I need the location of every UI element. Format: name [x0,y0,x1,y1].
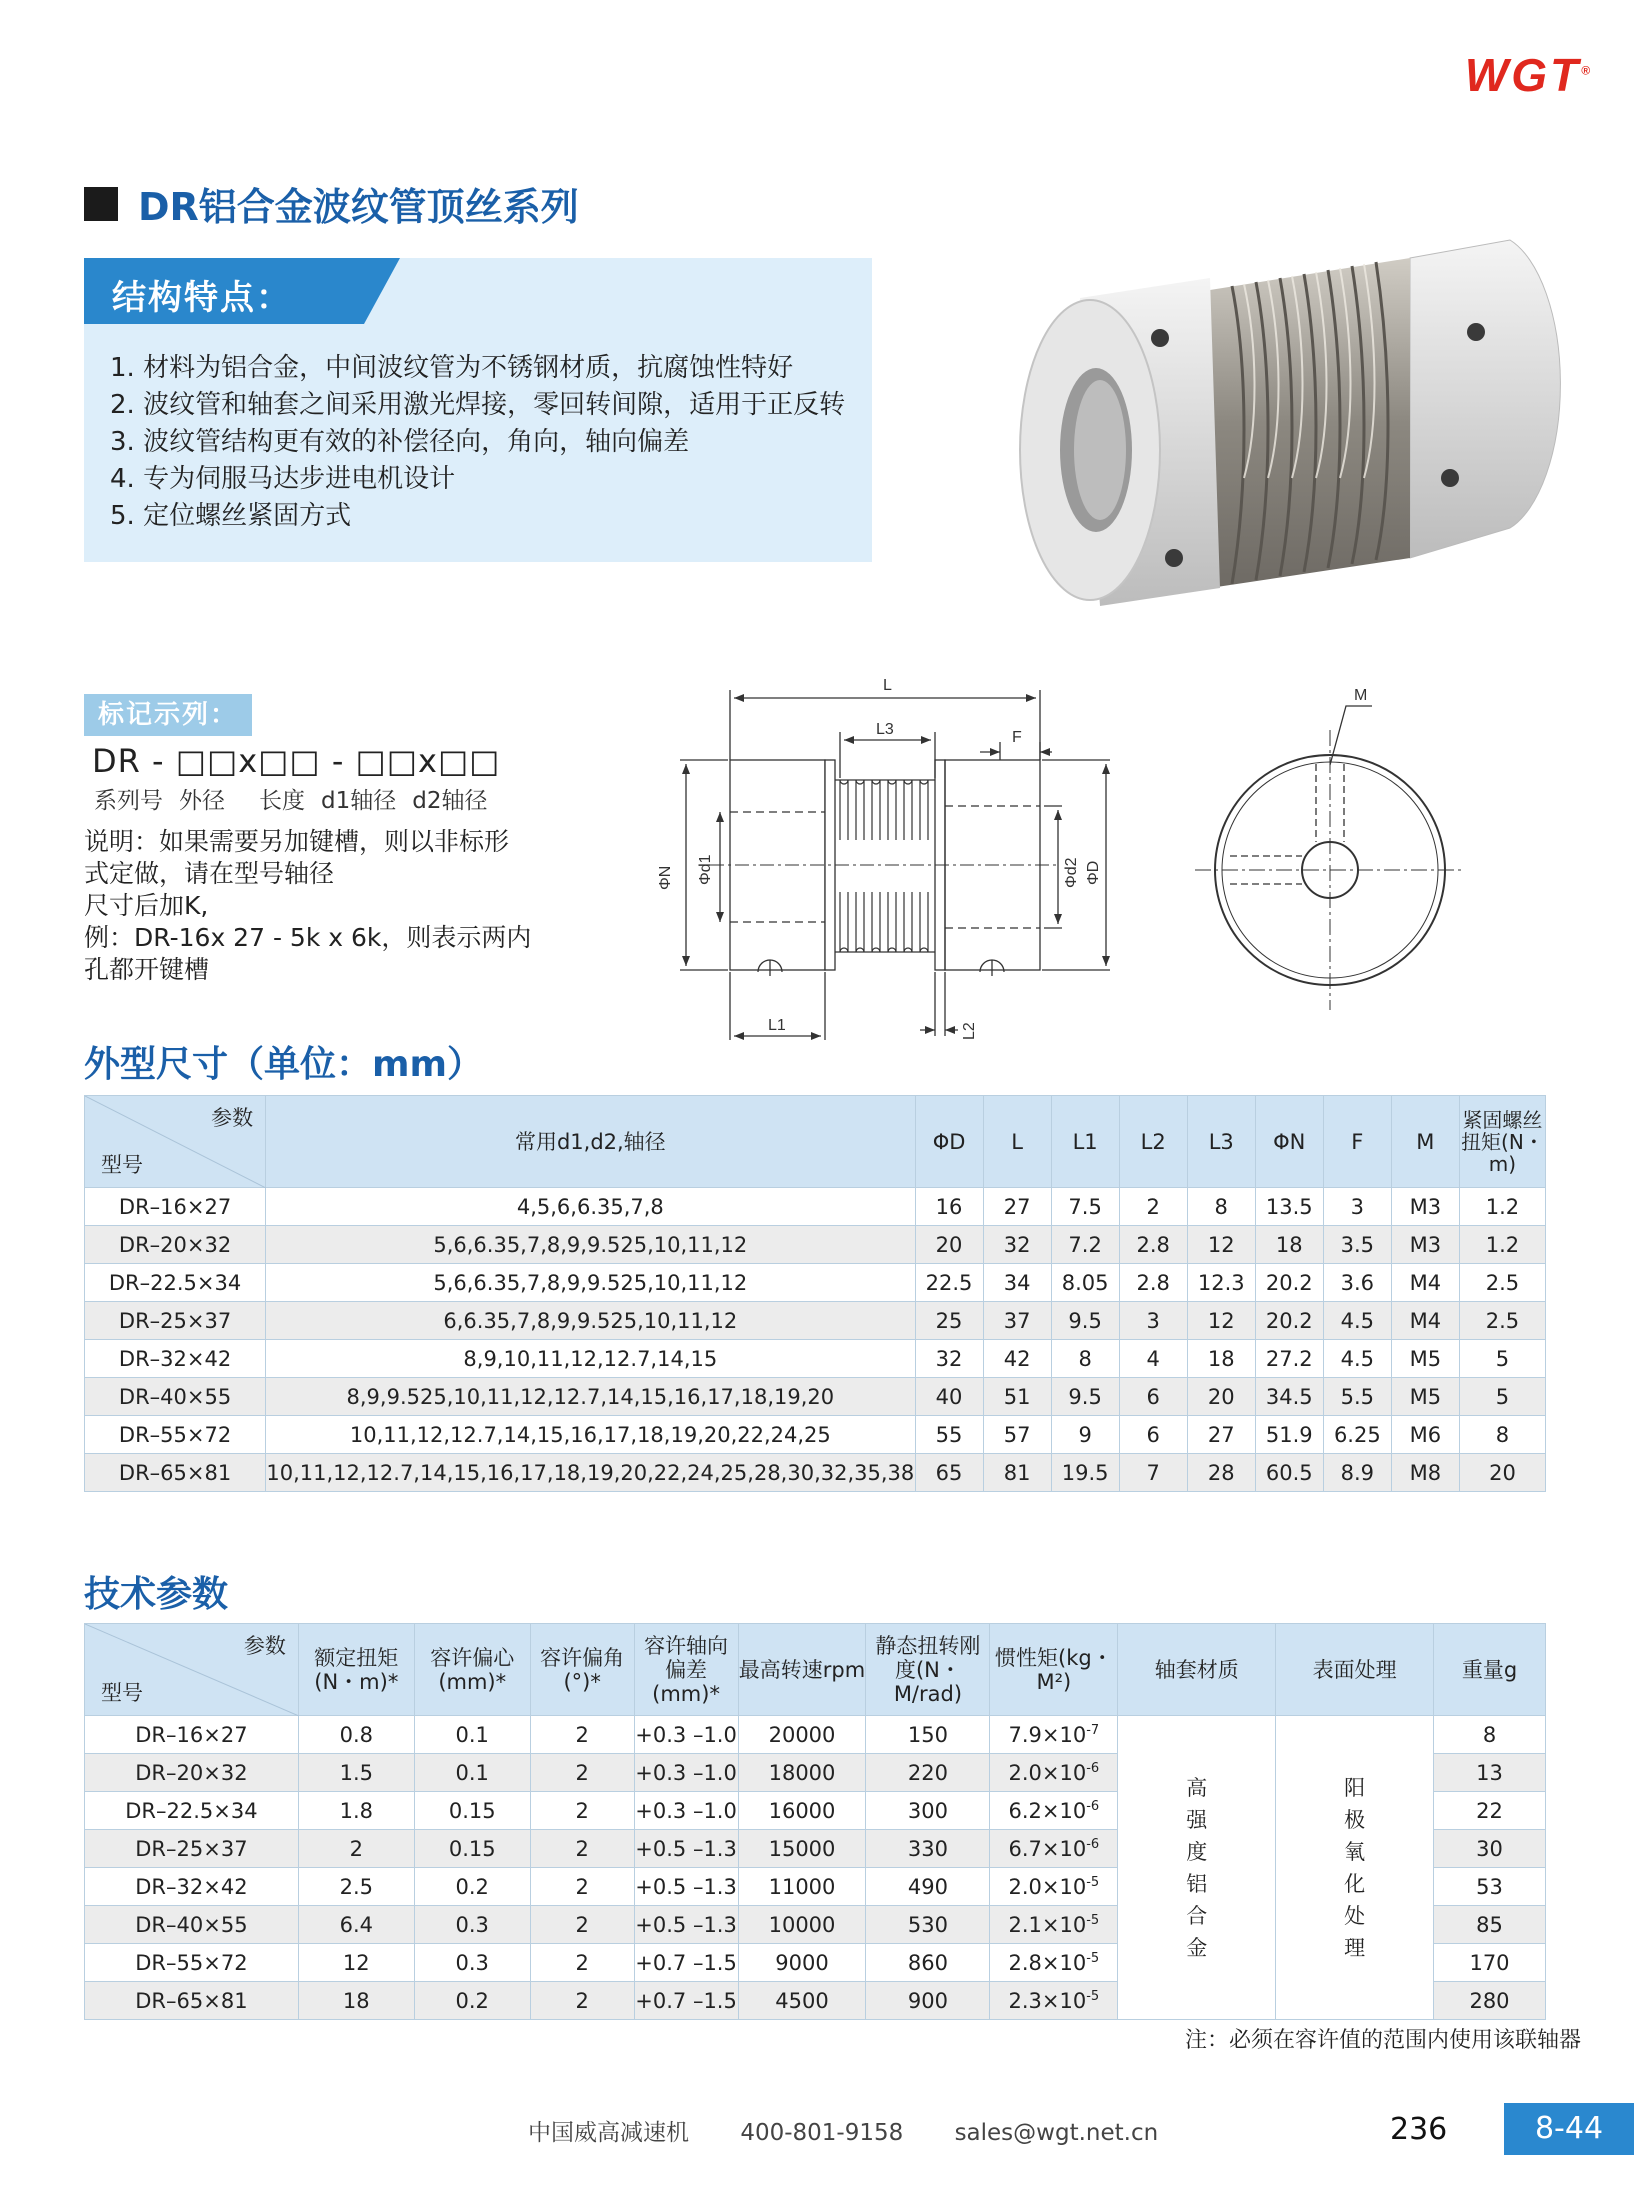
hub-material-cell: 高 强 度 铝 合 金 [1118,1716,1276,2020]
footer-contact [528,2114,1202,2147]
column-header: ΦD [915,1096,983,1188]
table-cell: 6.25 [1323,1416,1391,1454]
table-cell: 2 [530,1830,634,1868]
weight-cell: 22 [1434,1792,1546,1830]
table-cell: 0.8 [298,1716,414,1754]
table-cell: 10,11,12,12.7,14,15,16,17,18,19,20,22,24,25,28,30,32,35,38 [266,1454,915,1492]
table-row [85,1302,1546,1340]
table-cell: 0.2 [414,1868,530,1906]
table-cell: 900 [866,1982,990,2020]
model-cell: DR–55×72 [85,1944,299,1982]
table-cell: 4.5 [1323,1340,1391,1378]
svg-text:F: F [1012,729,1022,746]
model-cell: DR–40×55 [85,1906,299,1944]
table-cell: 2 [530,1754,634,1792]
table-cell: 9.5 [1051,1378,1119,1416]
feature-item: 1. 材料为铝合金，中间波纹管为不锈钢材质，抗腐蚀性特好 [110,353,794,383]
table-cell: 13.5 [1255,1188,1323,1226]
table-cell: 2 [530,1792,634,1830]
table-cell: 20.2 [1255,1302,1323,1340]
inertia-cell: $2.0\times 10^{-5}$ [990,1868,1118,1906]
svg-text:L1: L1 [768,1017,786,1034]
table-cell: 9.5 [1051,1302,1119,1340]
column-header: 紧固螺丝扭矩(N・m) [1459,1096,1545,1188]
column-header: 静态扭转刚度(N・M/rad) [866,1624,990,1716]
table-cell: 7.2 [1051,1226,1119,1264]
table-cell: 18 [1255,1226,1323,1264]
table-cell: 4500 [738,1982,866,2020]
model-cell: DR–65×81 [85,1454,266,1492]
table-cell: 10000 [738,1906,866,1944]
table-cell: 220 [866,1754,990,1792]
table-cell: 150 [866,1716,990,1754]
model-cell: DR–55×72 [85,1416,266,1454]
table-cell: M3 [1391,1188,1459,1226]
corner-header: 参数 型号 [85,1096,266,1188]
table-cell: 0.1 [414,1716,530,1754]
table-cell: 3.5 [1323,1226,1391,1264]
feature-item: 5. 定位螺丝紧固方式 [110,501,352,531]
table-cell: 2 [530,1906,634,1944]
table-cell: 16 [915,1188,983,1226]
features-heading: 结构特点： [84,258,400,324]
brand-logo: WGT® [1464,49,1593,101]
table-cell: 7 [1119,1454,1187,1492]
table-cell: 19.5 [1051,1454,1119,1492]
table-cell: 8 [1187,1188,1255,1226]
table-cell: 81 [983,1454,1051,1492]
table-row [85,1416,1546,1454]
table-cell: 860 [866,1944,990,1982]
table-cell: 3.6 [1323,1264,1391,1302]
svg-text:ΦN: ΦN [657,865,674,890]
table-cell: 6.4 [298,1906,414,1944]
model-cell: DR–32×42 [85,1868,299,1906]
column-header: 容许偏心(mm)* [414,1624,530,1716]
weight-cell: 8 [1434,1716,1546,1754]
table-cell: M3 [1391,1226,1459,1264]
dimensions-table [84,1095,1546,1492]
table-cell: 2.5 [298,1868,414,1906]
table-cell: 27 [983,1188,1051,1226]
technical-drawing [640,660,1500,1050]
table-cell: 2 [530,1944,634,1982]
table-cell: 51 [983,1378,1051,1416]
table-cell: M4 [1391,1302,1459,1340]
table-cell: 6,6.35,7,8,9,9.525,10,11,12 [266,1302,915,1340]
table-cell: 32 [915,1340,983,1378]
table-cell: M5 [1391,1340,1459,1378]
table-cell: 0.2 [414,1982,530,2020]
table-cell: 3 [1119,1302,1187,1340]
feature-item: 2. 波纹管和轴套之间采用激光焊接，零回转间隙，适用于正反转 [110,390,846,420]
model-cell: DR–25×37 [85,1302,266,1340]
table-cell: 2 [530,1716,634,1754]
inertia-cell: $2.3\times 10^{-5}$ [990,1982,1118,2020]
inertia-cell: $7.9\times 10^{-7}$ [990,1716,1118,1754]
table-cell: 12 [298,1944,414,1982]
svg-text:M: M [1354,687,1368,704]
table-cell: 55 [915,1416,983,1454]
table-cell: 28 [1187,1454,1255,1492]
model-cell: DR–40×55 [85,1378,266,1416]
feature-list [110,350,845,535]
table-row [85,1716,1546,1754]
column-header: 容许轴向偏差(mm)* [634,1624,738,1716]
table-cell: 8,9,10,11,12,12.7,14,15 [266,1340,915,1378]
table-cell: 40 [915,1378,983,1416]
table-cell: 20 [1187,1378,1255,1416]
table-cell: 22.5 [915,1264,983,1302]
model-cell: DR–22.5×34 [85,1792,299,1830]
table-cell: 5.5 [1323,1378,1391,1416]
table-cell: 1.5 [298,1754,414,1792]
table-cell: 6 [1119,1378,1187,1416]
table-cell: 5,6,6.35,7,8,9,9.525,10,11,12 [266,1226,915,1264]
table-cell: 37 [983,1302,1051,1340]
table-cell: 25 [915,1302,983,1340]
column-header: L3 [1187,1096,1255,1188]
table-cell: 0.3 [414,1944,530,1982]
svg-text:ΦD: ΦD [1085,860,1102,885]
svg-text:Φd1: Φd1 [697,854,714,885]
svg-text:L: L [883,677,892,694]
table-cell: 4,5,6,6.35,7,8 [266,1188,915,1226]
tech-title: 技术参数 [84,1574,229,1615]
table-cell: 2 [1119,1188,1187,1226]
model-cell: DR–25×37 [85,1830,299,1868]
table-cell: 6 [1119,1416,1187,1454]
table-cell: M5 [1391,1378,1459,1416]
table-row [85,1264,1546,1302]
marking-labels: 系列号 外径 长度 d1轴径 d2轴径 [94,788,488,814]
table-cell: 5 [1459,1378,1545,1416]
table-cell: 1.2 [1459,1188,1545,1226]
table-cell: 5,6,6.35,7,8,9,9.525,10,11,12 [266,1264,915,1302]
table-cell: 0.15 [414,1792,530,1830]
table-cell: +0.7 –1.5 [634,1944,738,1982]
weight-cell: 13 [1434,1754,1546,1792]
table-cell: 8,9,9.525,10,11,12,12.7,14,15,16,17,18,19,20 [266,1378,915,1416]
dimensions-title: 外型尺寸（单位：mm） [84,1044,484,1085]
inertia-cell: $2.0\times 10^{-6}$ [990,1754,1118,1792]
inertia-cell: $6.2\times 10^{-6}$ [990,1792,1118,1830]
tech-table [84,1623,1546,2020]
table-cell: 27.2 [1255,1340,1323,1378]
table-cell: 65 [915,1454,983,1492]
table-cell: 57 [983,1416,1051,1454]
weight-cell: 53 [1434,1868,1546,1906]
table-cell: 0.3 [414,1906,530,1944]
table-cell: 34.5 [1255,1378,1323,1416]
model-cell: DR–20×32 [85,1754,299,1792]
column-header: 容许偏角(°)* [530,1624,634,1716]
table-cell: 1.8 [298,1792,414,1830]
table-cell: +0.5 –1.3 [634,1906,738,1944]
table-cell: 1.2 [1459,1226,1545,1264]
column-header: 表面处理 [1276,1624,1434,1716]
inertia-cell: $6.7\times 10^{-6}$ [990,1830,1118,1868]
model-cell: DR–16×27 [85,1716,299,1754]
model-cell: DR–20×32 [85,1226,266,1264]
table-row [85,1454,1546,1492]
table-row [85,1188,1546,1226]
table-cell: 2.8 [1119,1226,1187,1264]
title-square-icon [84,187,118,221]
table-cell: 300 [866,1792,990,1830]
table-cell: 15000 [738,1830,866,1868]
table-cell: 8.9 [1323,1454,1391,1492]
svg-text:L3: L3 [876,721,894,738]
table-cell: 7.5 [1051,1188,1119,1226]
weight-cell: 280 [1434,1982,1546,2020]
inertia-cell: $2.8\times 10^{-5}$ [990,1944,1118,1982]
column-header: F [1323,1096,1391,1188]
page-number: 236 [1390,2112,1448,2147]
column-header: L [983,1096,1051,1188]
table-cell: 9000 [738,1944,866,1982]
table-cell: 10,11,12,12.7,14,15,16,17,18,19,20,22,24,25 [266,1416,915,1454]
table-cell: 18 [298,1982,414,2020]
inertia-cell: $2.1\times 10^{-5}$ [990,1906,1118,1944]
table-cell: M8 [1391,1454,1459,1492]
table-cell: 2.5 [1459,1264,1545,1302]
marking-heading: 标记示列： [84,694,252,736]
table-cell: 12 [1187,1226,1255,1264]
usage-note: 注：必须在容许值的范围内使用该联轴器 [1184,2028,1581,2053]
table-cell: 11000 [738,1868,866,1906]
table-row [85,1340,1546,1378]
table-cell: 0.15 [414,1830,530,1868]
weight-cell: 30 [1434,1830,1546,1868]
table-cell: 12 [1187,1302,1255,1340]
table-cell: 2.8 [1119,1264,1187,1302]
column-header: 惯性矩(kg・M²) [990,1624,1118,1716]
table-cell: 42 [983,1340,1051,1378]
svg-text:L2: L2 [961,1022,978,1040]
feature-item: 3. 波纹管结构更有效的补偿径向，角向，轴向偏差 [110,427,690,457]
table-cell: 20.2 [1255,1264,1323,1302]
table-row [85,1226,1546,1264]
model-cell: DR–65×81 [85,1982,299,2020]
table-cell: +0.7 –1.5 [634,1982,738,2020]
column-header: 重量g [1434,1624,1546,1716]
table-cell: 60.5 [1255,1454,1323,1492]
table-cell: 8 [1459,1416,1545,1454]
table-cell: 530 [866,1906,990,1944]
table-cell: 27 [1187,1416,1255,1454]
column-header: L1 [1051,1096,1119,1188]
weight-cell: 170 [1434,1944,1546,1982]
footer-email: sales@wgt.net.cn [954,2120,1159,2146]
series-title: DR铝合金波纹管顶丝系列 [84,176,579,231]
table-cell: 4 [1119,1340,1187,1378]
table-cell: +0.5 –1.3 [634,1830,738,1868]
table-cell: +0.3 –1.0 [634,1716,738,1754]
model-cell: DR–16×27 [85,1188,266,1226]
column-header: 最高转速rpm [738,1624,866,1716]
table-cell: 20 [1459,1454,1545,1492]
marking-code: DR - □□x□□ - □□x□□ [92,742,501,780]
table-cell: +0.3 –1.0 [634,1754,738,1792]
marking-note: 说明：如果需要另加键槽，则以非标形 式定做，请在型号轴径 尺寸后加K, 例：DR-16x 27 - 5k x 6k，则表示两内 孔都开键槽 [84,827,532,984]
table-cell: 16000 [738,1792,866,1830]
table-cell: 8.05 [1051,1264,1119,1302]
column-header: L2 [1119,1096,1187,1188]
column-header: M [1391,1096,1459,1188]
table-cell: 330 [866,1830,990,1868]
table-cell: 490 [866,1868,990,1906]
corner-header: 参数 型号 [85,1624,299,1716]
table-cell: M4 [1391,1264,1459,1302]
column-header: 常用d1,d2,轴径 [266,1096,915,1188]
table-cell: 18 [1187,1340,1255,1378]
table-cell: 9 [1051,1416,1119,1454]
svg-text:Φd2: Φd2 [1063,857,1080,888]
table-cell: +0.5 –1.3 [634,1868,738,1906]
table-cell: 18000 [738,1754,866,1792]
coupling-product-image [1010,228,1576,606]
table-cell: 2 [530,1868,634,1906]
table-cell: 20000 [738,1716,866,1754]
table-cell: 32 [983,1226,1051,1264]
table-cell: 34 [983,1264,1051,1302]
table-cell: 4.5 [1323,1302,1391,1340]
model-cell: DR–32×42 [85,1340,266,1378]
footer-phone: 400-801-9158 [740,2120,904,2146]
table-cell: 20 [915,1226,983,1264]
footer-company: 中国威高减速机 [528,2120,689,2146]
table-cell: 8 [1051,1340,1119,1378]
table-cell: 2.5 [1459,1302,1545,1340]
model-cell: DR–22.5×34 [85,1264,266,1302]
column-header: 轴套材质 [1118,1624,1276,1716]
table-row [85,1378,1546,1416]
table-cell: 12.3 [1187,1264,1255,1302]
table-cell: 0.1 [414,1754,530,1792]
table-cell: 51.9 [1255,1416,1323,1454]
surface-treatment-cell: 阳 极 氧 化 处 理 [1276,1716,1434,2020]
feature-item: 4. 专为伺服马达步进电机设计 [110,464,456,494]
column-header: 额定扭矩(N・m)* [298,1624,414,1716]
column-header: ΦN [1255,1096,1323,1188]
table-cell: +0.3 –1.0 [634,1792,738,1830]
weight-cell: 85 [1434,1906,1546,1944]
table-cell: 3 [1323,1188,1391,1226]
page-code: 8-44 [1504,2103,1634,2155]
table-cell: 5 [1459,1340,1545,1378]
table-cell: M6 [1391,1416,1459,1454]
table-cell: 2 [530,1982,634,2020]
table-cell: 2 [298,1830,414,1868]
